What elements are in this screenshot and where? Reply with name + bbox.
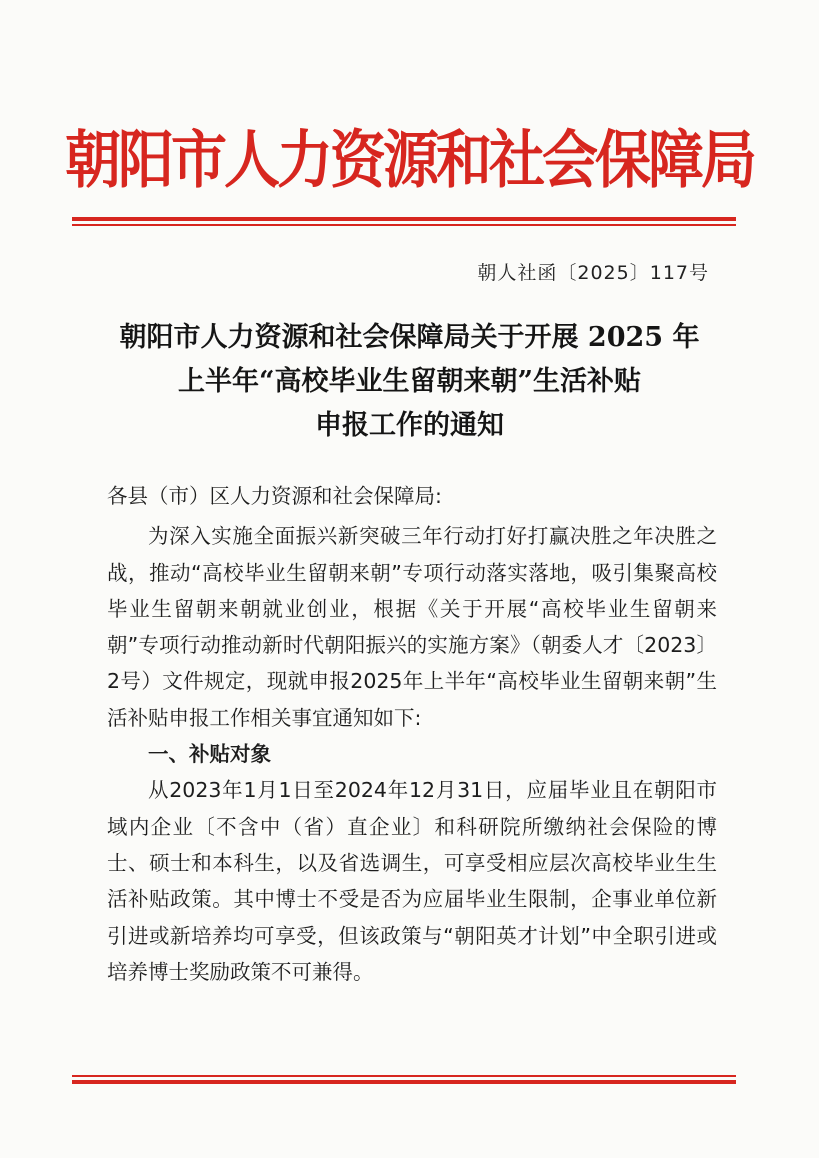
red-rule-thin — [72, 224, 736, 226]
footer-rule-thick — [72, 1080, 736, 1084]
title-line-2: 上半年“高校毕业生留朝来朝”生活补贴 — [177, 366, 642, 397]
section-paragraph-subsidy-target: 从2023年1月1日至2024年12月31日，应届毕业且在朝阳市域内企业〔不含中（省）直企业〕和科研院所缴纳社会保险的博士、硕士和本科生，以及省选调生，可享受相应层次高校毕业生生活补贴政策。其中博士不受是否为应届毕业生限制，企事业单位新引进或新培养均可享受，但该政策与“朝阳英才计划”中全职引进或培养博士奖励政策不可兼得。 — [107, 778, 717, 984]
salutation: 各县（市）区人力资源和社会保障局: — [107, 484, 442, 508]
section-heading-subsidy-target: 一、补贴对象 — [148, 742, 271, 767]
masthead-red-rule — [72, 217, 736, 226]
masthead-org-name: 朝阳市人力资源和社会保障局 — [65, 124, 754, 198]
document-title — [60, 316, 759, 448]
title-line-3: 申报工作的通知 — [315, 410, 504, 441]
document-body — [107, 478, 717, 990]
document-number: 朝人社函〔2025〕117号 — [477, 262, 709, 284]
footer-red-rule — [72, 1075, 736, 1084]
intro-paragraph: 为深入实施全面振兴新突破三年行动打好打赢决胜之年决胜之战，推动“高校毕业生留朝来朝”专项行动落实落地，吸引集聚高校毕业生留朝来朝就业创业，根据《关于开展“高校毕业生留朝来朝”专项行动推动新时代朝阳振兴的实施方案》（朝委人才〔2023〕2号）文件规定，现就申报2025年上半年“高校毕业生留朝来朝”生活补贴申报工作相关事宜通知如下: — [107, 524, 717, 730]
title-line-1: 朝阳市人力资源和社会保障局关于开展 2025 年 — [119, 322, 700, 353]
